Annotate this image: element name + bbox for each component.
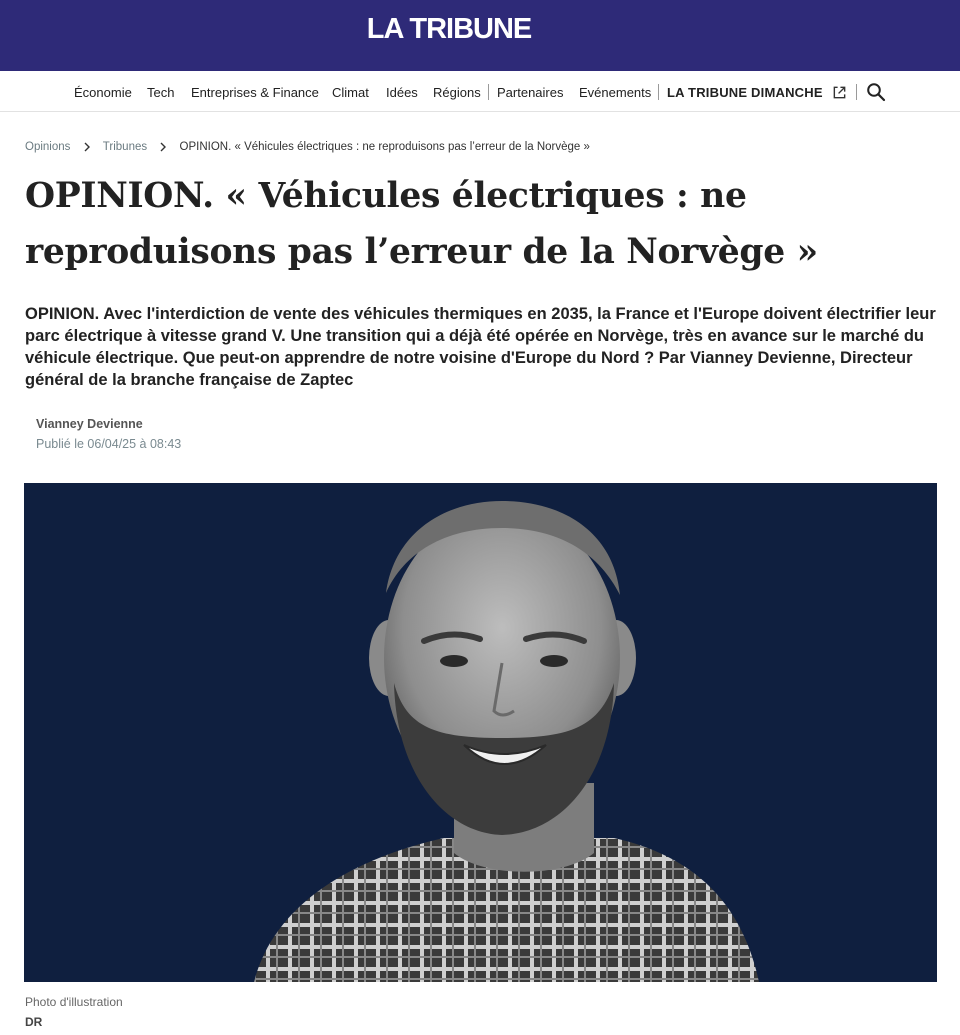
main-nav (0, 71, 960, 112)
nav-item-partenaires[interactable]: Partenaires (497, 85, 564, 100)
nav-divider (856, 84, 857, 100)
author-name[interactable]: Vianney Devienne (36, 417, 143, 431)
publish-date: Publié le 06/04/25 à 08:43 (36, 437, 182, 451)
nav-item-regions[interactable]: Régions (433, 85, 481, 100)
breadcrumb (25, 141, 590, 153)
chevron-right-icon (83, 142, 91, 152)
search-icon[interactable] (866, 82, 886, 102)
nav-item-climat[interactable]: Climat (332, 85, 369, 100)
masthead (0, 0, 960, 71)
nav-item-evenements[interactable]: Evénements (579, 85, 652, 100)
nav-item-la-tribune-dimanche[interactable]: LA TRIBUNE DIMANCHE (667, 85, 823, 100)
nav-item-economie[interactable]: Économie (74, 85, 132, 100)
author-portrait (24, 483, 937, 982)
nav-divider (658, 84, 659, 100)
nav-item-tech[interactable]: Tech (147, 85, 175, 100)
chevron-right-icon (159, 142, 167, 152)
breadcrumb-item-opinions[interactable]: Opinions (25, 141, 71, 153)
breadcrumb-item-tribunes[interactable]: Tribunes (102, 141, 148, 153)
breadcrumb-current: OPINION. « Véhicules électriques : ne reproduisons pas l’erreur de la Norvège » (179, 141, 590, 153)
external-link-icon[interactable] (832, 85, 847, 100)
nav-item-entreprises-finance[interactable]: Entreprises & Finance (191, 85, 319, 100)
nav-item-idees[interactable]: Idées (386, 85, 418, 100)
nav-divider (488, 84, 489, 100)
photo-caption: Photo d'illustration (25, 995, 123, 1009)
article-photo (24, 483, 937, 982)
photo-credit: DR (25, 1015, 43, 1029)
article-lead: OPINION. Avec l'interdiction de vente des véhicules thermiques en 2035, la France et l'Europe doivent électrifier leur parc électrique à vitesse grand V. Une transition qui a déjà été opérée en Norvège, très en avance sur le marché du véhicule électrique. Que peut-on apprendre de notre voisine d'Europe du Nord ? Par Vianney Devienne, Directeur général de la branche française de Zaptec (25, 305, 936, 389)
site-logo[interactable]: LA TRIBUNE (366, 13, 532, 45)
article-title: OPINION. « Véhicules électriques : ne reproduisons pas l’erreur de la Norvège » (25, 176, 818, 272)
